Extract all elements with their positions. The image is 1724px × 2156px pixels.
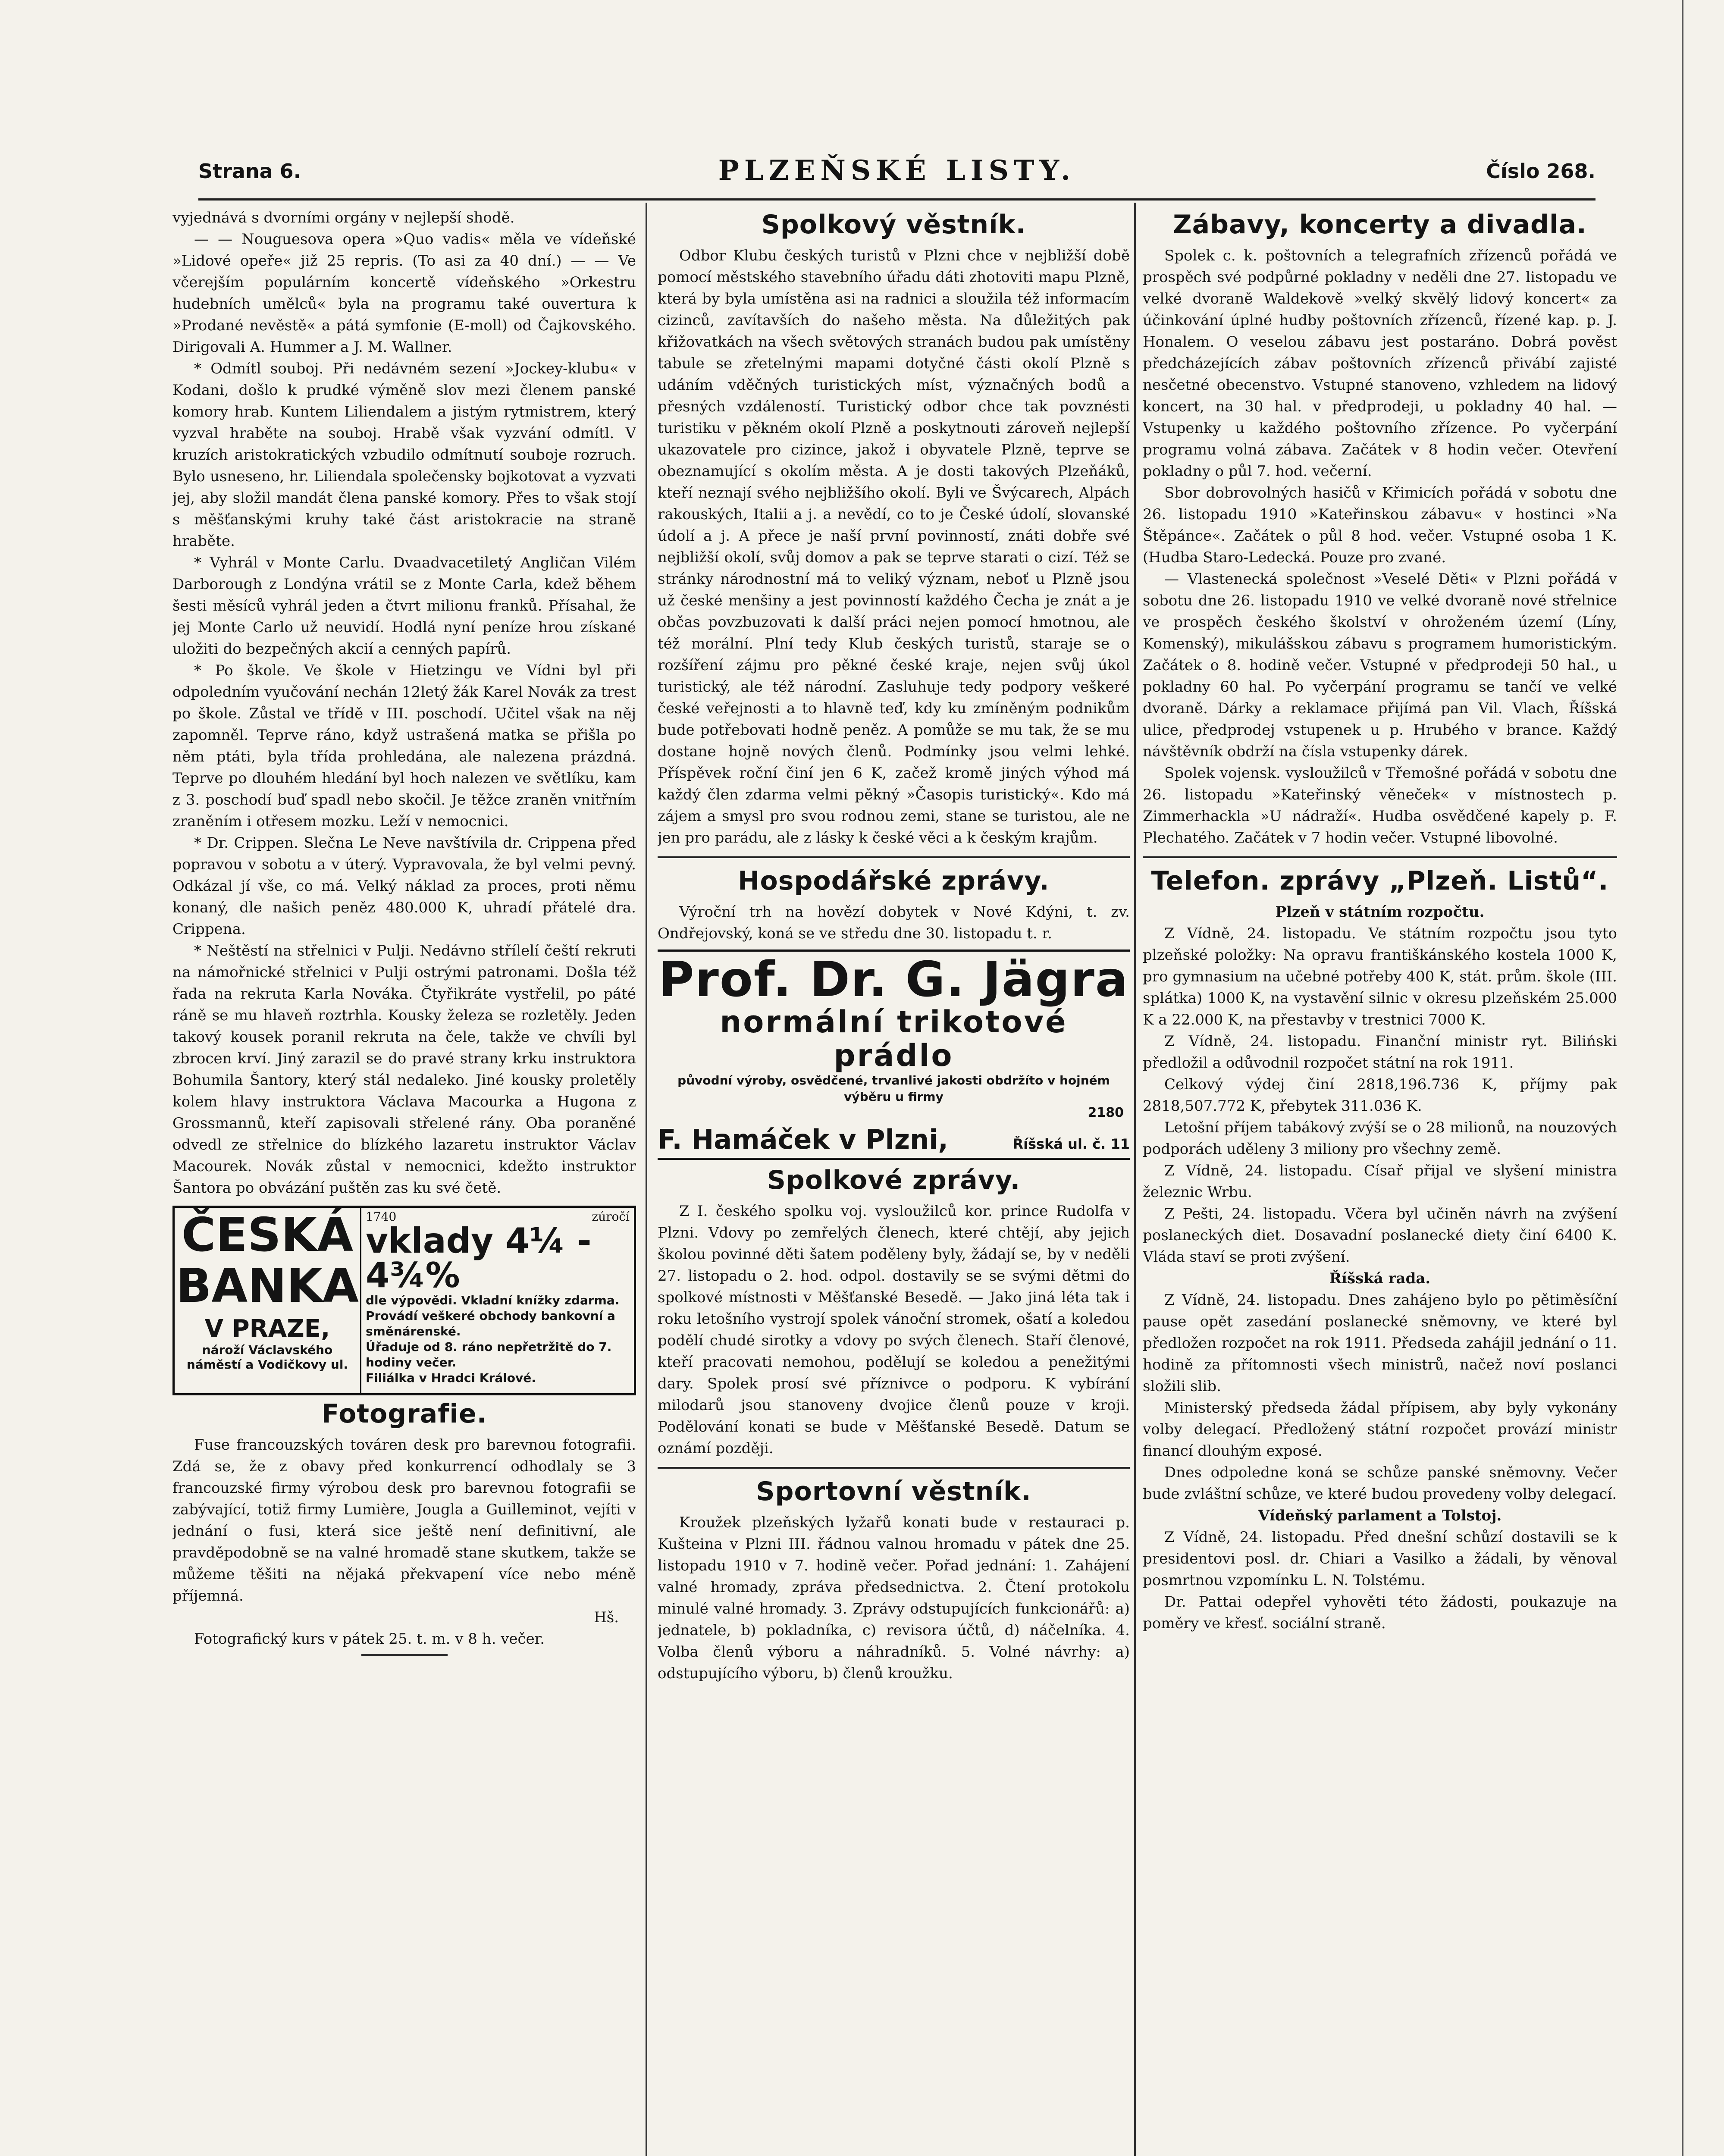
article-po-skole: * Po škole. Ve škole v Hietzingu ve Vídni byl při odpoledním vyučování nechán 12letý žák Karel Novák za trest po škole. Zůstal ve třídě v III. poschodí. Učitel však na něj zapomněl. Teprve ráno, když ustrašená matka se přišla po něm ptáti, byla třída prohledána, ale nalezena prázdná. Teprve po dlouhém hledání byl hoch nalezen ve světlíku, kam z 3. poschodí buď spadl nebo skočil. Je těžce zraněn vnitřním zraněním i otřesem mozku. Leží v nemocnici. — [172, 662, 636, 830]
bank-name-line2: BANKA — [176, 1259, 359, 1313]
jagr-ad-firm-address: Říšská ul. č. 11 — [1012, 1136, 1130, 1152]
article-paragraph: Celkový výdej činí 2818,196.736 K, příjmy pak 2818,507.772 K, přebytek 311.036 K. — [1143, 1076, 1617, 1115]
article-paragraph: Z Vídně, 24. listopadu. Dnes zahájeno bylo po pětiměsíční pause opět zasedání poslanecké sněmovny, ve které byl předložen rozpočet na rok 1911. Předseda zahájil jednání o 11. hodině za přítomnosti všech ministrů, načež noví poslanci složili slib. — [1143, 1291, 1617, 1395]
article-spolek-vyslouzilcu: Z I. českého spolku voj. vysloužilců kor. prince Rudolfa v Plzni. Vdovy po zemřelých členech, které chtějí, aby jejich školou povinné děti šatem poděleny byly, žádají se, by v neděli 27. listopadu o 2. hod. odpol. dostavily se se svými dětmi do spolkové místnosti v Měšťanské Besedě. — Jako jiná léta tak i roku letošního vystrojí spolek vánoční stromek, ošatí a koledou podělí chudé sirotky a vdovy po svých členech. Staří členové, kteří pracovati nemohou, podělují se koledou a penežitými dary. Spolek prosí své příznivce o podporu. K vybírání milodarů jsou stanoveny dvojice členů pouze v kroji. Podělování konati se bude v Měšťanské Besedě. Datum se oznámí později. — [658, 1203, 1130, 1457]
column-left — [172, 207, 636, 2156]
article-vyhral-v-monte-carlu: * Vyhrál v Monte Carlu. Dvaadvacetiletý Angličan Vilém Darborough z Londýna vrátil se z Monte Carla, kdež během šesti měsíců vyhrál jeden a čtvrt milionu franků. Přísahal, že jej Monte Carlo už neuvidí. Hodlá nyní peníze hrou získané uložiti do bezpečných akcií a cenných papírů. — [172, 554, 636, 658]
jagr-ad-description: původní výroby, osvědčené, trvanlivé jakosti obdržíto v hojném výběru u firmy — [677, 1073, 1110, 1104]
article-signature: Hš. — [594, 1609, 619, 1626]
end-rule — [361, 1654, 448, 1656]
article-paragraph: Z Vídně, 24. listopadu. Císař přijal ve slyšení ministra železnic Wrbu. — [1143, 1162, 1617, 1201]
article-vesele-deti: — Vlastenecká společnost »Veselé Děti« v Plzni pořádá v sobotu dne 26. listopadu 1910 ve velké dvoraně nové střelnice ve prospěch českého školství v ohroženém území (Líny, Komenský), mikulášskou zábavu s programem humoristickým. Začátek o 8. hodině večer. Vstupné v předprodeji 50 hal., u pokladny 60 hal. Po vyčerpání programu se tančí ve velké dvoraně. Dárky a reklamace přijímá pan Vil. Vlach, Říšská ulice, předprodej vstupenek u p. Hrubého v brance. Každý návštěvník obdrží na čísla vstupenky dárek. — [1143, 570, 1617, 760]
article-vyrocni-trh: Výroční trh na hovězí dobytek v Nové Kdýni, t. zv. Ondřejovský, koná se ve středu dne 30. listopadu t. r. — [658, 903, 1130, 942]
issue-number: Číslo 268. — [1486, 160, 1595, 183]
section-title-spolkovy-vestnik: Spolkový věstník. — [761, 210, 1026, 240]
page-header — [198, 142, 1595, 194]
article-paragraph: Z Vídně, 24. listopadu. Před dnešní schůzí dostavili se k presidentovi posl. dr. Chiari a Vasilko a žádali, by věnoval posmrtnou vzpomínku L. N. Tolstému. — [1143, 1529, 1617, 1589]
bank-terms: dle výpovědi. Vkladní knížky zdarma. Provádí veškeré obchody bankovní a směnárenské. — [366, 1293, 620, 1338]
column-rule-1 — [646, 203, 647, 2156]
section-divider — [1143, 856, 1617, 858]
newspaper-title: PLZEŇSKÉ LISTY. — [718, 154, 1076, 187]
article-odmitl-souboj: * Odmítl souboj. Při nedávném sezení »Jockey-klubu« v Kodani, došlo k prudké výměně slov mezi členem panské komory hrab. Kuntem Liliendalem a jistým rytmistrem, který vyzval hraběte na souboj. Hrabě však vyzvání odmítl. V kruzích aristokratických vzbudilo odmítnutí souboje rozruch. Bylo usneseno, hr. Liliendala společensky bojkotovat a vyzvati jej, aby složil mandát člena panské komory. Přes to však stojí s měšťanskými kruhy také část aristokracie na straně hraběte. — [172, 360, 636, 550]
ceska-banka-ad — [172, 1206, 636, 1395]
article-paragraph: Letošní příjem tabákový zvýší se o 28 milionů, na nouzových podporách uděleny 3 miliony pro všechny země. — [1143, 1119, 1617, 1158]
column-middle — [658, 207, 1130, 2156]
article-hasici-krimice: Sbor dobrovolných hasičů v Křimicích pořádá v sobotu dne 26. listopadu 1910 »Kateřinskou zábavu« v hostinci »Na Štěpánce«. Začátek o půl 8 hod. večer. Vstupné osoba 1 K. (Hudba Staro-Ledecká. Pouze pro zvané. — [1143, 484, 1617, 566]
jagr-ad-title: Prof. Dr. G. Jägra — [658, 952, 1129, 1008]
bank-ad-terms-block — [361, 1208, 634, 1393]
article-paragraph: Z Pešti, 24. listopadu. Včera byl učiněn návrh na zvýšení poslaneckých diet. Dosavadní poslanecké diety činí 6400 K. Vláda staví se proti zvýšení. — [1143, 1205, 1617, 1266]
article-paragraph: — — Nouguesova opera »Quo vadis« měla ve vídeňské »Lidové opeře« již 25 repris. (To asi za 40 dní.) — — Ve včerejším populárním koncertě vídeňského »Orkestru hudebních umělců« byla na programu také ouvertura k »Prodané nevěstě« a pátá symfonie (E-moll) od Čajkovského. Dirigovali A. Hummer a J. M. Wallner. — [172, 231, 636, 356]
page-number: Strana 6. — [198, 160, 301, 183]
bank-hours: Úřaduje od 8. ráno nepřetržitě do 7. hodiny večer. — [366, 1340, 612, 1369]
article-fotograficky-kurs: Fotografický kurs v pátek 25. t. m. v 8 h. večer. — [194, 1630, 545, 1648]
section-title-telefon: Telefon. zprávy „Plzeň. Listů“. — [1151, 866, 1609, 896]
article-paragraph: Z Vídně, 24. listopadu. Finanční ministr ryt. Biliński předložil a odůvodnil rozpočet státní na rok 1911. — [1143, 1033, 1617, 1072]
jagr-ad-product: normální trikotové prádlo — [720, 1004, 1068, 1073]
column-rule-2 — [1134, 203, 1136, 2156]
section-divider — [658, 856, 1130, 858]
section-divider — [658, 1467, 1130, 1469]
jagr-ad-number: 2180 — [1088, 1105, 1124, 1120]
bank-rate: vklady 4¼ - 4¾% — [366, 1221, 592, 1295]
section-title-spolkove-zpravy: Spolkové zprávy. — [767, 1165, 1021, 1195]
subheading-risska-rada: Říšská rada. — [1329, 1270, 1431, 1287]
section-title-sportovni-vestnik: Sportovní věstník. — [756, 1476, 1031, 1507]
article-paragraph: Z Vídně, 24. listopadu. Ve státním rozpočtu jsou tyto plzeňské položky: Na opravu františkánského kostela 1000 K, pro gymnasium na učebné potřeby 400 K, stát. prům. škole (III. splátka) 1000 K, na vystavění silnic v okresu plzeňském 25.000 K a 22.000 K, na přestavby v trestnici 7000 K. — [1143, 925, 1617, 1028]
bank-branch: Filiálka v Hradci Králové. — [366, 1371, 536, 1385]
article-paragraph: Dnes odpoledne koná se schůze panské sněmovny. Večer bude zvláštní schůze, ve které budou provedeny volby delegací. — [1143, 1464, 1617, 1503]
article-paragraph: Ministerský předseda žádal přípisem, aby byly vykonány volby delegací. Předložený státní rozpočet provází ministr financí dlouhým exposé. — [1143, 1399, 1617, 1460]
subheading-tolstoj: Vídeňský parlament a Tolstoj. — [1258, 1507, 1502, 1524]
bank-address: nároží Václavského náměstí a Vodičkovy ul. — [186, 1343, 348, 1372]
article-spolek-tremosna: Spolek vojensk. vysloužilců v Třemošné pořádá v sobotu dne 26. listopadu »Kateřinský věneček« v místnostech p. Zimmerhackla »U nádraží«. Hudba osvědčené kapely p. F. Plechatého. Začátek v 7 hodin večer. Vstupné libovolné. — [1143, 765, 1617, 846]
page-edge-rule — [1682, 0, 1683, 2156]
column-right — [1143, 207, 1617, 2156]
header-rule — [198, 198, 1595, 201]
bank-ad-name-block — [175, 1208, 361, 1393]
jagr-ad-firm: F. Hamáček v Plzni, — [658, 1124, 948, 1155]
bank-founded: 1740 — [366, 1210, 397, 1224]
article-klub-ceskych-turistu: Odbor Klubu českých turistů v Plzni chce v nejbližší době pomocí městského stavebního úřadu dáti zhotoviti mapu Plzně, která by byla umístěna asi na radnici a sloužila též informacím cizinců, zavítavších do našeho města. Na důležitých pak křižovatkách na všech světových stranách budou pak umístěny tabule se zřetelnými mapami dotyčné části okolí Plzně s udáním vděčných turistických míst, význačných bodů a přesných vzdáleností. Turistický odbor chce tak povznésti turistiku v pěkném okolí Plzně a poskytnouti zároveň nejlepší ukazovatele pro cizince, jakož i obyvatele Plzně, teprve se obeznamující s okolím města. A je dosti takových Plzeňáků, kteří neznají svého nejbližšího okolí. Byli ve Švýcarech, Alpách rakouských, Italii a j. a nevědí, co to je České údolí, slovanské údolí a j. A přece je naší první povinností, znáti dobře své nejbližší okolí, svůj domov a pak se teprve starati o cizí. Též se stránky národnostní má to veliký význam, neboť u Plzně jsou už české menšiny a jest povinností každého Čecha je znát a je občas povzbuzovati k další práci nejen pomocí hmotnou, ale též morální. Plní tedy Klub českých turistů, staraje se o rozšíření zájmu pro pěkné české kraje, nejen svůj úkol turistický, ale též národní. Zasluhuje tedy podpory veškeré české veřejnosti a to hlavně teď, kdy ku zmíněným podnikům bude potřebovati hodně peněz. A pomůže se mu tak, že se mu dostane hojně nových členů. Podmínky jsou velmi lehké. Příspěvek roční činí jen 6 K, začež kromě jiných výhod má každý člen zdarma velmi pěkný »Časopis turistický«. Kdo má zájem a smysl pro svou rodnou zemi, stane se turistou, ale ne jen pro parádu, ale z lásky k české věci a k českým krajům. — [658, 247, 1130, 846]
section-title-fotografie: Fotografie. — [321, 1399, 487, 1429]
bank-name-line1: ČESKÁ — [181, 1208, 354, 1262]
bank-city: V PRAZE, — [204, 1315, 330, 1343]
article-paragraph: vyjednává s dvorními orgány v nejlepší shodě. — [172, 209, 515, 226]
section-title-hospodarske-zpravy: Hospodářské zprávy. — [738, 866, 1050, 896]
bank-interest-label: zúročí — [592, 1210, 630, 1224]
article-nestesti-v-pulji: * Neštěstí na střelnici v Pulji. Nedávno střílelí čeští rekruti na námořnické střelnici v Pulji ostrými patronami. Došla též řada na rekruta Karla Nováka. Čtyřikráte vystřelil, po páté ráně se mu hlaveň roztrhla. Kousky železa se rozletěly. Jeden takový kousek poranil rekruta na čele, takže ve chvíli byl zbrocen krví. Jiný zarazil se do pravé strany krku instruktora Bohumila Šantory, který stál nedaleko. Jiné kousky proletěly kolem hlavy instruktora Václava Macourka a Hugona z Grossmannů, kteří zapisovali střelené rány. Oba poraněné odvedl ze střelnice do blízkého lazaretu instruktor Václav Macourek. Novák zůstal v nemocnici, kdežto instruktor Šantora po obvázání puštěn zas ku své četě. — [172, 942, 636, 1197]
article-dr-crippen: * Dr. Crippen. Slečna Le Neve navštívila dr. Crippena před popravou v sobotu a v úterý. Vypravovala, že byl velmi pevný. Odkázal jí vše, co má. Velký náklad za proces, proti němu konaný, dle našich peněz 480.000 K, uhradí přátelé dra. Crippena. — [172, 834, 636, 938]
jagr-ad-firm-line — [658, 1124, 1130, 1155]
article-postovni-koncert: Spolek c. k. poštovních a telegrafních zřízenců pořádá ve prospěch své podpůrné pokladny v neděli dne 27. listopadu ve velké dvoraně Waldekově »velký skvělý lidový koncert« za účinkování úplné hudby poštovních zřízenců, řízené kap. p. J. Honalem. O veselou zábavu jest postaráno. Dobrá pověst předcházejících zábav poštovních zřízenců přivábí zajisté nesčetné obecenstvo. Vstupné stanoveno, vzhledem na lidový koncert, na 30 hal. v předprodeji, u pokladny 40 hal. — Vstupenky u každého poštovního zřízence. Po vyčerpání programu volná zábava. Začátek v 8 hodin večer. Otevření pokladny o půl 7. hod. večerní. — [1143, 247, 1617, 480]
subheading-plzen-rozpocet: Plzeň v státním rozpočtu. — [1275, 903, 1485, 921]
article-krouzek-lyzaru: Kroužek plzeňských lyžařů konati bude v restauraci p. Kušteina v Plzni III. řádnou valnou hromadu v pátek dne 25. listopadu 1910 v 7. hodině večer. Pořad jednání: 1. Zahájení valné hromady, zpráva předsednictva. 2. Čtení protokolu minulé valné hromady. 3. Zprávy odstupujících funkcionářů: a) jednatele, b) pokladníka, c) revisora účtů, d) náčelníka. 4. Volba členů výboru a náhradníků. 5. Volné návrhy: a) odstupujícího výboru, b) členů kroužku. — [658, 1514, 1130, 1682]
jagr-underwear-ad — [658, 950, 1130, 1160]
article-paragraph: Dr. Pattai odepřel vyhověti této žádosti, poukazuje na poměry ve křesť. sociální straně. — [1143, 1593, 1617, 1632]
article-fuse-tovaren: Fuse francouzských továren desk pro barevnou fotografii. Zdá se, že z obavy před konkurrencí odhodlaly se 3 francouzské firmy výrobou desk pro barevnou fotografii se zabývající, totiž firmy Lumière, Jougla a Guilleminot, vejíti v jednání o fusi, která sice ještě není definitivní, ale pravděpodobně se na valné hromadě stane skutkem, takže se můžeme těšiti na nějaká překvapení více nebo méně příjemná. — [172, 1436, 636, 1604]
section-title-zabavy: Zábavy, koncerty a divadla. — [1173, 210, 1587, 240]
